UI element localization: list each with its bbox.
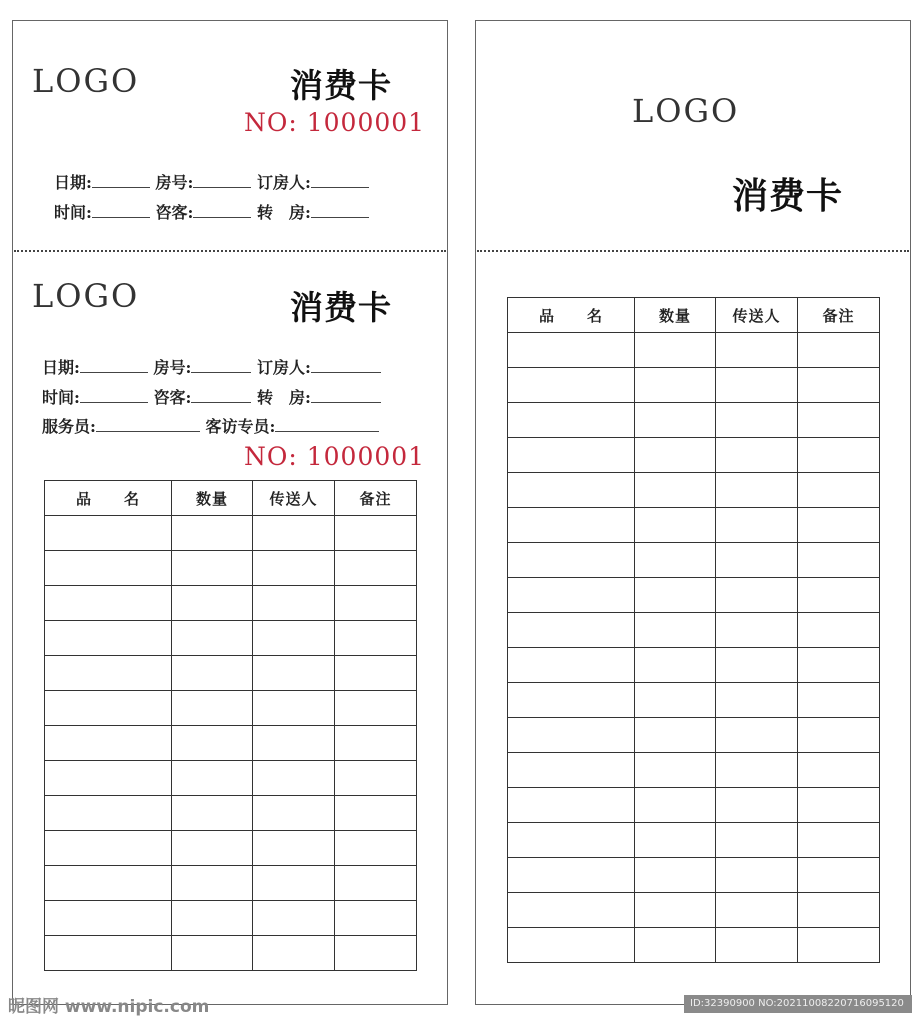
table-cell[interactable] bbox=[716, 368, 798, 403]
table-row bbox=[45, 516, 417, 551]
table-cell[interactable] bbox=[716, 683, 798, 718]
stub-date-label: 日期: bbox=[54, 173, 92, 192]
table-cell[interactable] bbox=[798, 578, 880, 613]
right-logo: LOGO bbox=[632, 92, 740, 130]
stub-time-blank bbox=[92, 203, 150, 218]
stub-row1 bbox=[54, 170, 369, 193]
table-row bbox=[508, 928, 880, 963]
table-cell[interactable] bbox=[45, 866, 172, 901]
table-cell[interactable] bbox=[335, 901, 417, 936]
table-cell[interactable] bbox=[508, 333, 635, 368]
table-cell[interactable] bbox=[45, 726, 172, 761]
table-cell[interactable] bbox=[335, 936, 417, 971]
table-cell[interactable] bbox=[798, 788, 880, 823]
main-serial-number: NO: 1000001 bbox=[244, 442, 426, 471]
table-row bbox=[508, 368, 880, 403]
main-room-label: 房号: bbox=[153, 358, 192, 377]
table-cell[interactable] bbox=[335, 586, 417, 621]
table-cell[interactable] bbox=[798, 823, 880, 858]
header-remarks: 备注 bbox=[798, 298, 880, 333]
main-transfer-label: 转 房: bbox=[257, 388, 311, 407]
table-cell[interactable] bbox=[635, 508, 716, 543]
table-cell[interactable] bbox=[508, 683, 635, 718]
table-row bbox=[508, 648, 880, 683]
table-row bbox=[508, 858, 880, 893]
table-cell[interactable] bbox=[335, 761, 417, 796]
table-cell[interactable] bbox=[45, 691, 172, 726]
table-cell[interactable] bbox=[798, 683, 880, 718]
table-row bbox=[508, 543, 880, 578]
table-cell[interactable] bbox=[635, 473, 716, 508]
table-cell[interactable] bbox=[798, 368, 880, 403]
header-item-name: 品 名 bbox=[508, 298, 635, 333]
table-cell[interactable] bbox=[798, 928, 880, 963]
table-cell[interactable] bbox=[635, 788, 716, 823]
table-row bbox=[508, 613, 880, 648]
table-cell[interactable] bbox=[635, 648, 716, 683]
table-cell[interactable] bbox=[335, 516, 417, 551]
table-cell[interactable] bbox=[172, 551, 253, 586]
table-cell[interactable] bbox=[798, 613, 880, 648]
table-cell[interactable] bbox=[45, 551, 172, 586]
header-quantity: 数量 bbox=[172, 481, 253, 516]
header-quantity: 数量 bbox=[635, 298, 716, 333]
right-consumption-table bbox=[507, 297, 880, 963]
table-cell[interactable] bbox=[172, 936, 253, 971]
table-cell[interactable] bbox=[798, 403, 880, 438]
stub-time-label: 时间: bbox=[54, 203, 92, 222]
table-header-row bbox=[508, 298, 880, 333]
main-visit-blank bbox=[275, 417, 379, 432]
table-row bbox=[45, 551, 417, 586]
table-row bbox=[508, 893, 880, 928]
table-cell[interactable] bbox=[172, 761, 253, 796]
table-cell[interactable] bbox=[508, 753, 635, 788]
table-cell[interactable] bbox=[635, 578, 716, 613]
table-cell[interactable] bbox=[716, 718, 798, 753]
table-row bbox=[508, 718, 880, 753]
table-cell[interactable] bbox=[253, 796, 335, 831]
table-cell[interactable] bbox=[635, 823, 716, 858]
table-cell[interactable] bbox=[45, 761, 172, 796]
table-cell[interactable] bbox=[172, 796, 253, 831]
table-cell[interactable] bbox=[716, 578, 798, 613]
table-cell[interactable] bbox=[716, 893, 798, 928]
main-row1 bbox=[42, 355, 381, 378]
table-cell[interactable] bbox=[635, 928, 716, 963]
table-cell[interactable] bbox=[716, 333, 798, 368]
table-cell[interactable] bbox=[798, 893, 880, 928]
table-cell[interactable] bbox=[716, 788, 798, 823]
stub-booker-label: 订房人: bbox=[257, 173, 311, 192]
stub-room-label: 房号: bbox=[155, 173, 194, 192]
right-title: 消费卡 bbox=[732, 175, 844, 217]
table-cell[interactable] bbox=[508, 613, 635, 648]
table-cell[interactable] bbox=[335, 866, 417, 901]
table-cell[interactable] bbox=[172, 691, 253, 726]
stub-logo: LOGO bbox=[32, 62, 140, 100]
table-cell[interactable] bbox=[635, 683, 716, 718]
table-row bbox=[508, 438, 880, 473]
table-cell[interactable] bbox=[635, 753, 716, 788]
header-item-name: 品 名 bbox=[45, 481, 172, 516]
table-cell[interactable] bbox=[253, 586, 335, 621]
table-cell[interactable] bbox=[508, 508, 635, 543]
main-booker-blank bbox=[311, 358, 381, 373]
table-cell[interactable] bbox=[253, 831, 335, 866]
stub-transfer-label: 转 房: bbox=[257, 203, 311, 222]
table-cell[interactable] bbox=[172, 901, 253, 936]
table-cell[interactable] bbox=[508, 928, 635, 963]
right-perforation-line bbox=[477, 250, 909, 252]
table-cell[interactable] bbox=[335, 796, 417, 831]
header-courier: 传送人 bbox=[716, 298, 798, 333]
table-cell[interactable] bbox=[716, 823, 798, 858]
table-row bbox=[45, 726, 417, 761]
table-cell[interactable] bbox=[798, 508, 880, 543]
table-cell[interactable] bbox=[45, 586, 172, 621]
table-cell[interactable] bbox=[172, 656, 253, 691]
table-row bbox=[508, 788, 880, 823]
main-guest-blank bbox=[191, 388, 251, 403]
main-waiter-blank bbox=[96, 417, 200, 432]
table-cell[interactable] bbox=[716, 403, 798, 438]
table-row bbox=[508, 508, 880, 543]
table-row bbox=[45, 656, 417, 691]
main-guest-label: 咨客: bbox=[153, 388, 192, 407]
stub-serial-number: NO: 1000001 bbox=[244, 108, 426, 137]
stub-room-blank bbox=[193, 173, 251, 188]
stub-guest-label: 咨客: bbox=[155, 203, 194, 222]
table-cell[interactable] bbox=[716, 928, 798, 963]
table-cell[interactable] bbox=[635, 718, 716, 753]
id-watermark: ID:32390900 NO:20211008220716095120 bbox=[684, 995, 912, 1013]
table-row bbox=[508, 823, 880, 858]
table-cell[interactable] bbox=[253, 621, 335, 656]
stub-transfer-blank bbox=[311, 203, 369, 218]
table-cell[interactable] bbox=[508, 718, 635, 753]
stub-row2 bbox=[54, 200, 369, 223]
table-cell[interactable] bbox=[798, 718, 880, 753]
table-cell[interactable] bbox=[253, 516, 335, 551]
table-cell[interactable] bbox=[253, 936, 335, 971]
table-cell[interactable] bbox=[635, 893, 716, 928]
table-cell[interactable] bbox=[716, 648, 798, 683]
table-row bbox=[45, 586, 417, 621]
main-title: 消费卡 bbox=[290, 288, 392, 327]
main-transfer-blank bbox=[311, 388, 381, 403]
table-cell[interactable] bbox=[172, 586, 253, 621]
table-cell[interactable] bbox=[172, 866, 253, 901]
table-cell[interactable] bbox=[253, 761, 335, 796]
table-cell[interactable] bbox=[635, 403, 716, 438]
table-cell[interactable] bbox=[253, 866, 335, 901]
table-cell[interactable] bbox=[172, 831, 253, 866]
table-cell[interactable] bbox=[716, 543, 798, 578]
stub-booker-blank bbox=[311, 173, 369, 188]
main-time-label: 时间: bbox=[42, 388, 80, 407]
main-date-blank bbox=[80, 358, 148, 373]
table-cell[interactable] bbox=[45, 936, 172, 971]
table-cell[interactable] bbox=[508, 368, 635, 403]
table-cell[interactable] bbox=[45, 831, 172, 866]
stub-title: 消费卡 bbox=[290, 66, 392, 105]
table-row bbox=[45, 936, 417, 971]
main-booker-label: 订房人: bbox=[257, 358, 311, 377]
table-cell[interactable] bbox=[508, 473, 635, 508]
table-cell[interactable] bbox=[635, 613, 716, 648]
stub-date-blank bbox=[92, 173, 150, 188]
table-cell[interactable] bbox=[172, 516, 253, 551]
table-row bbox=[508, 578, 880, 613]
table-row bbox=[45, 866, 417, 901]
table-cell[interactable] bbox=[253, 551, 335, 586]
main-waiter-label: 服务员: bbox=[42, 417, 96, 436]
table-cell[interactable] bbox=[253, 691, 335, 726]
table-row bbox=[45, 796, 417, 831]
table-cell[interactable] bbox=[508, 893, 635, 928]
table-cell[interactable] bbox=[335, 726, 417, 761]
table-row bbox=[45, 761, 417, 796]
main-row3 bbox=[42, 414, 379, 437]
table-header-row bbox=[45, 481, 417, 516]
main-visit-label: 客访专员: bbox=[205, 417, 276, 436]
table-cell[interactable] bbox=[716, 613, 798, 648]
table-row bbox=[508, 403, 880, 438]
table-row bbox=[45, 691, 417, 726]
table-row bbox=[508, 333, 880, 368]
table-row bbox=[45, 901, 417, 936]
table-cell[interactable] bbox=[508, 543, 635, 578]
table-cell[interactable] bbox=[508, 823, 635, 858]
site-watermark: 昵图网 www.nipic.com bbox=[8, 997, 210, 1017]
header-remarks: 备注 bbox=[335, 481, 417, 516]
table-cell[interactable] bbox=[798, 543, 880, 578]
table-cell[interactable] bbox=[635, 368, 716, 403]
table-cell[interactable] bbox=[508, 438, 635, 473]
stub-guest-blank bbox=[193, 203, 251, 218]
table-cell[interactable] bbox=[335, 656, 417, 691]
table-cell[interactable] bbox=[508, 648, 635, 683]
table-cell[interactable] bbox=[716, 508, 798, 543]
table-cell[interactable] bbox=[635, 333, 716, 368]
table-cell[interactable] bbox=[716, 438, 798, 473]
table-cell[interactable] bbox=[45, 796, 172, 831]
table-cell[interactable] bbox=[253, 901, 335, 936]
main-time-blank bbox=[80, 388, 148, 403]
table-cell[interactable] bbox=[508, 578, 635, 613]
table-cell[interactable] bbox=[508, 858, 635, 893]
table-row bbox=[508, 683, 880, 718]
header-courier: 传送人 bbox=[253, 481, 335, 516]
left-consumption-table bbox=[44, 480, 417, 971]
table-cell[interactable] bbox=[172, 726, 253, 761]
table-cell[interactable] bbox=[798, 333, 880, 368]
table-cell[interactable] bbox=[635, 543, 716, 578]
table-cell[interactable] bbox=[45, 516, 172, 551]
table-cell[interactable] bbox=[335, 551, 417, 586]
left-perforation-line bbox=[14, 250, 446, 252]
table-cell[interactable] bbox=[172, 621, 253, 656]
table-cell[interactable] bbox=[798, 753, 880, 788]
table-cell[interactable] bbox=[716, 753, 798, 788]
table-row bbox=[45, 831, 417, 866]
table-cell[interactable] bbox=[45, 901, 172, 936]
table-cell[interactable] bbox=[253, 726, 335, 761]
table-cell[interactable] bbox=[635, 858, 716, 893]
table-cell[interactable] bbox=[798, 648, 880, 683]
table-cell[interactable] bbox=[335, 621, 417, 656]
table-cell[interactable] bbox=[45, 621, 172, 656]
main-date-label: 日期: bbox=[42, 358, 80, 377]
table-cell[interactable] bbox=[798, 858, 880, 893]
main-room-blank bbox=[191, 358, 251, 373]
table-cell[interactable] bbox=[798, 438, 880, 473]
table-cell[interactable] bbox=[335, 831, 417, 866]
main-row2 bbox=[42, 385, 381, 408]
table-cell[interactable] bbox=[716, 473, 798, 508]
table-cell[interactable] bbox=[253, 656, 335, 691]
table-cell[interactable] bbox=[508, 403, 635, 438]
table-row bbox=[508, 753, 880, 788]
table-cell[interactable] bbox=[635, 438, 716, 473]
table-row bbox=[508, 473, 880, 508]
table-cell[interactable] bbox=[45, 656, 172, 691]
table-row bbox=[45, 621, 417, 656]
table-cell[interactable] bbox=[798, 473, 880, 508]
table-cell[interactable] bbox=[508, 788, 635, 823]
table-cell[interactable] bbox=[716, 858, 798, 893]
main-logo: LOGO bbox=[32, 277, 140, 315]
table-cell[interactable] bbox=[335, 691, 417, 726]
